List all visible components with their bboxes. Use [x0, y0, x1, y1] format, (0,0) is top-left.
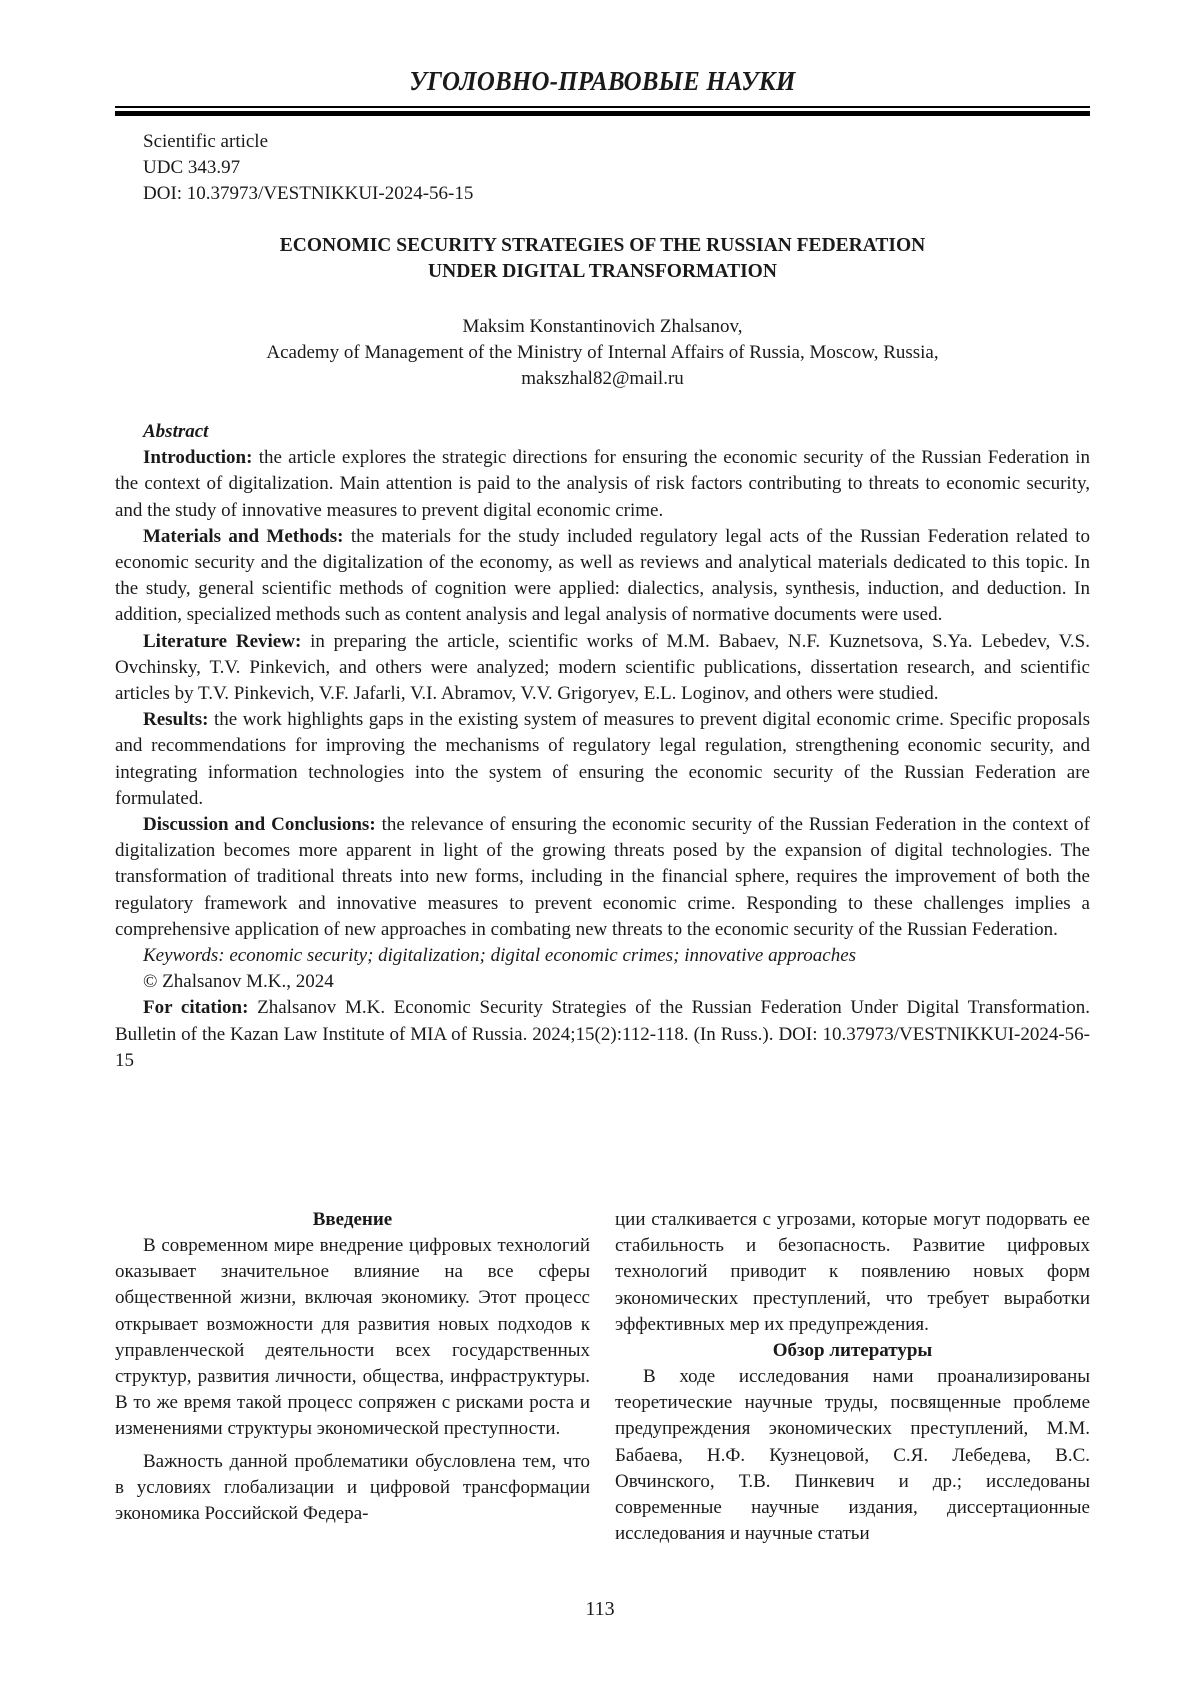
abstract-literature: [115, 629, 1090, 708]
abstract-introduction: [115, 445, 1090, 524]
body-paragraph: Важность данной проблематики обусловлена тем, что в условиях глобализации и цифровой трансформации экономика Российской Федера-: [115, 1450, 590, 1525]
materials-text: the materials for the study included regulatory legal acts of the Russian Federation related to economic security and the digitalization of the economy, as well as reviews and analytical materials dedicated to this topic. In the study, general scientific methods of cognition were applied: dialectics, analysis, synthesis, induction, and deduction. In addition, specialized methods such as content analysis and legal analysis of normative documents were used.: [115, 525, 1090, 626]
discussion-label: Discussion and Conclusions:: [143, 814, 376, 836]
literature-label: Literature Review:: [143, 630, 302, 652]
header-rule-thin: [115, 106, 1090, 108]
keywords: Keywords: economic security; digitalization; digital economic crimes; innovative approaches: [143, 945, 857, 967]
results-text: the work highlights gaps in the existing system of measures to prevent digital economic crime. Specific proposals and recommendations for improving the mechanisms of regulatory legal regulation, strengthening economic security, and integrating information technologies into the system of ensuring the economic security of the Russian Federation are formulated.: [115, 709, 1090, 809]
article-title-line-1: ECONOMIC SECURITY STRATEGIES OF THE RUSSIAN FEDERATION: [279, 235, 926, 256]
article-type: Scientific article: [143, 131, 269, 152]
materials-label: Materials and Methods:: [143, 525, 344, 547]
section-heading-introduction: Введение: [312, 1209, 393, 1230]
body-column-right: [615, 1207, 1090, 1547]
section-heading-literature-review: Обзор литературы: [772, 1340, 933, 1362]
author-email: makszhal82@mail.ru: [521, 368, 684, 389]
author-name: Maksim Konstantinovich Zhalsanov,: [462, 316, 743, 337]
doi: DOI: 10.37973/VESTNIKKUI-2024-56-15: [143, 183, 474, 204]
citation-text: Zhalsanov M.K. Economic Security Strategies of the Russian Federation Under Digital Transformation. Bulletin of the Kazan Law Institute of MIA of Russia. 2024;15(2):112-118. (In Russ.). DOI: 10.37973/VESTNIKKUI-2024-56-15: [115, 997, 1090, 1071]
results-label: Results:: [143, 709, 209, 731]
abstract-discussion: [115, 812, 1090, 943]
citation: [115, 995, 1090, 1074]
introduction-label: Introduction:: [143, 447, 253, 469]
abstract: [115, 419, 1090, 1074]
abstract-results: [115, 707, 1090, 812]
body-paragraph: В ходе исследования нами проанализированы теоретические научные труды, посвященные проблеме предупреждения экономических преступлений, М.М. Бабаева, Н.Ф. Кузнецовой, С.Я. Лебедева, В.С. Овчинского, Т.В. Пинкевич и др.; исследованы современные научные издания, диссертационные исследования и научные статьи: [615, 1366, 1090, 1545]
citation-label: For citation:: [143, 997, 249, 1019]
page-number: 113: [585, 1598, 615, 1620]
body-paragraph: В современном мире внедрение цифровых технологий оказывает значительное влияние на все сферы общественной жизни, включая экономику. Этот процесс открывает возможности для развития новых подходов к управленческой деятельности всех государственных структур, развития личности, общества, инфраструктуры. В то же время такой процесс сопряжен с рисками роста и изменениями структуры экономической преступности.: [115, 1235, 590, 1440]
article-title: [115, 233, 1090, 285]
header-rule-thick: [115, 111, 1090, 116]
author-block: [115, 314, 1090, 392]
body-column-left: [115, 1207, 590, 1527]
author-affiliation: Academy of Management of the Ministry of Internal Affairs of Russia, Moscow, Russia,: [266, 342, 939, 363]
article-meta: [143, 129, 473, 207]
running-section-title: УГОЛОВНО-ПРАВОВЫЕ НАУКИ: [409, 66, 796, 96]
abstract-materials: [115, 524, 1090, 629]
udc-code: UDC 343.97: [143, 157, 241, 178]
literature-text: in preparing the article, scientific works of M.M. Babaev, N.F. Kuznetsova, S.Ya. Lebedev, V.S. Ovchinsky, T.V. Pinkevich, and others were analyzed; modern scientific publications, dissertation research, and scientific articles by T.V. Pinkevich, V.F. Jafarli, V.I. Abramov, V.V. Grigoryev, E.L. Loginov, and others were studied.: [115, 630, 1090, 705]
body-paragraph-continued: ции сталкивается с угрозами, которые могут подорвать ее стабильность и безопасность. Развитие цифровых технологий приводит к появлению новых форм экономических преступлений, что требует выработки эффективных мер их предупреждения.: [615, 1209, 1090, 1335]
article-title-line-2: UNDER DIGITAL TRANSFORMATION: [428, 261, 777, 282]
copyright: © Zhalsanov M.K., 2024: [143, 971, 334, 993]
discussion-text: the relevance of ensuring the economic security of the Russian Federation in the context of digitalization becomes more apparent in light of the growing threats posed by the expansion of digital technologies. The transformation of traditional threats into new forms, including in the financial sphere, requires the improvement of both the regulatory framework and innovative measures to prevent economic crime. Responding to these challenges implies a comprehensive application of new approaches in combating new threats to the economic security of the Russian Federation.: [115, 814, 1090, 940]
abstract-label: Abstract: [143, 421, 209, 442]
introduction-text: the article explores the strategic directions for ensuring the economic security of the Russian Federation in the context of digitalization. Main attention is paid to the analysis of risk factors contributing to threats to economic security, and the study of innovative measures to prevent digital economic crime.: [115, 447, 1090, 521]
